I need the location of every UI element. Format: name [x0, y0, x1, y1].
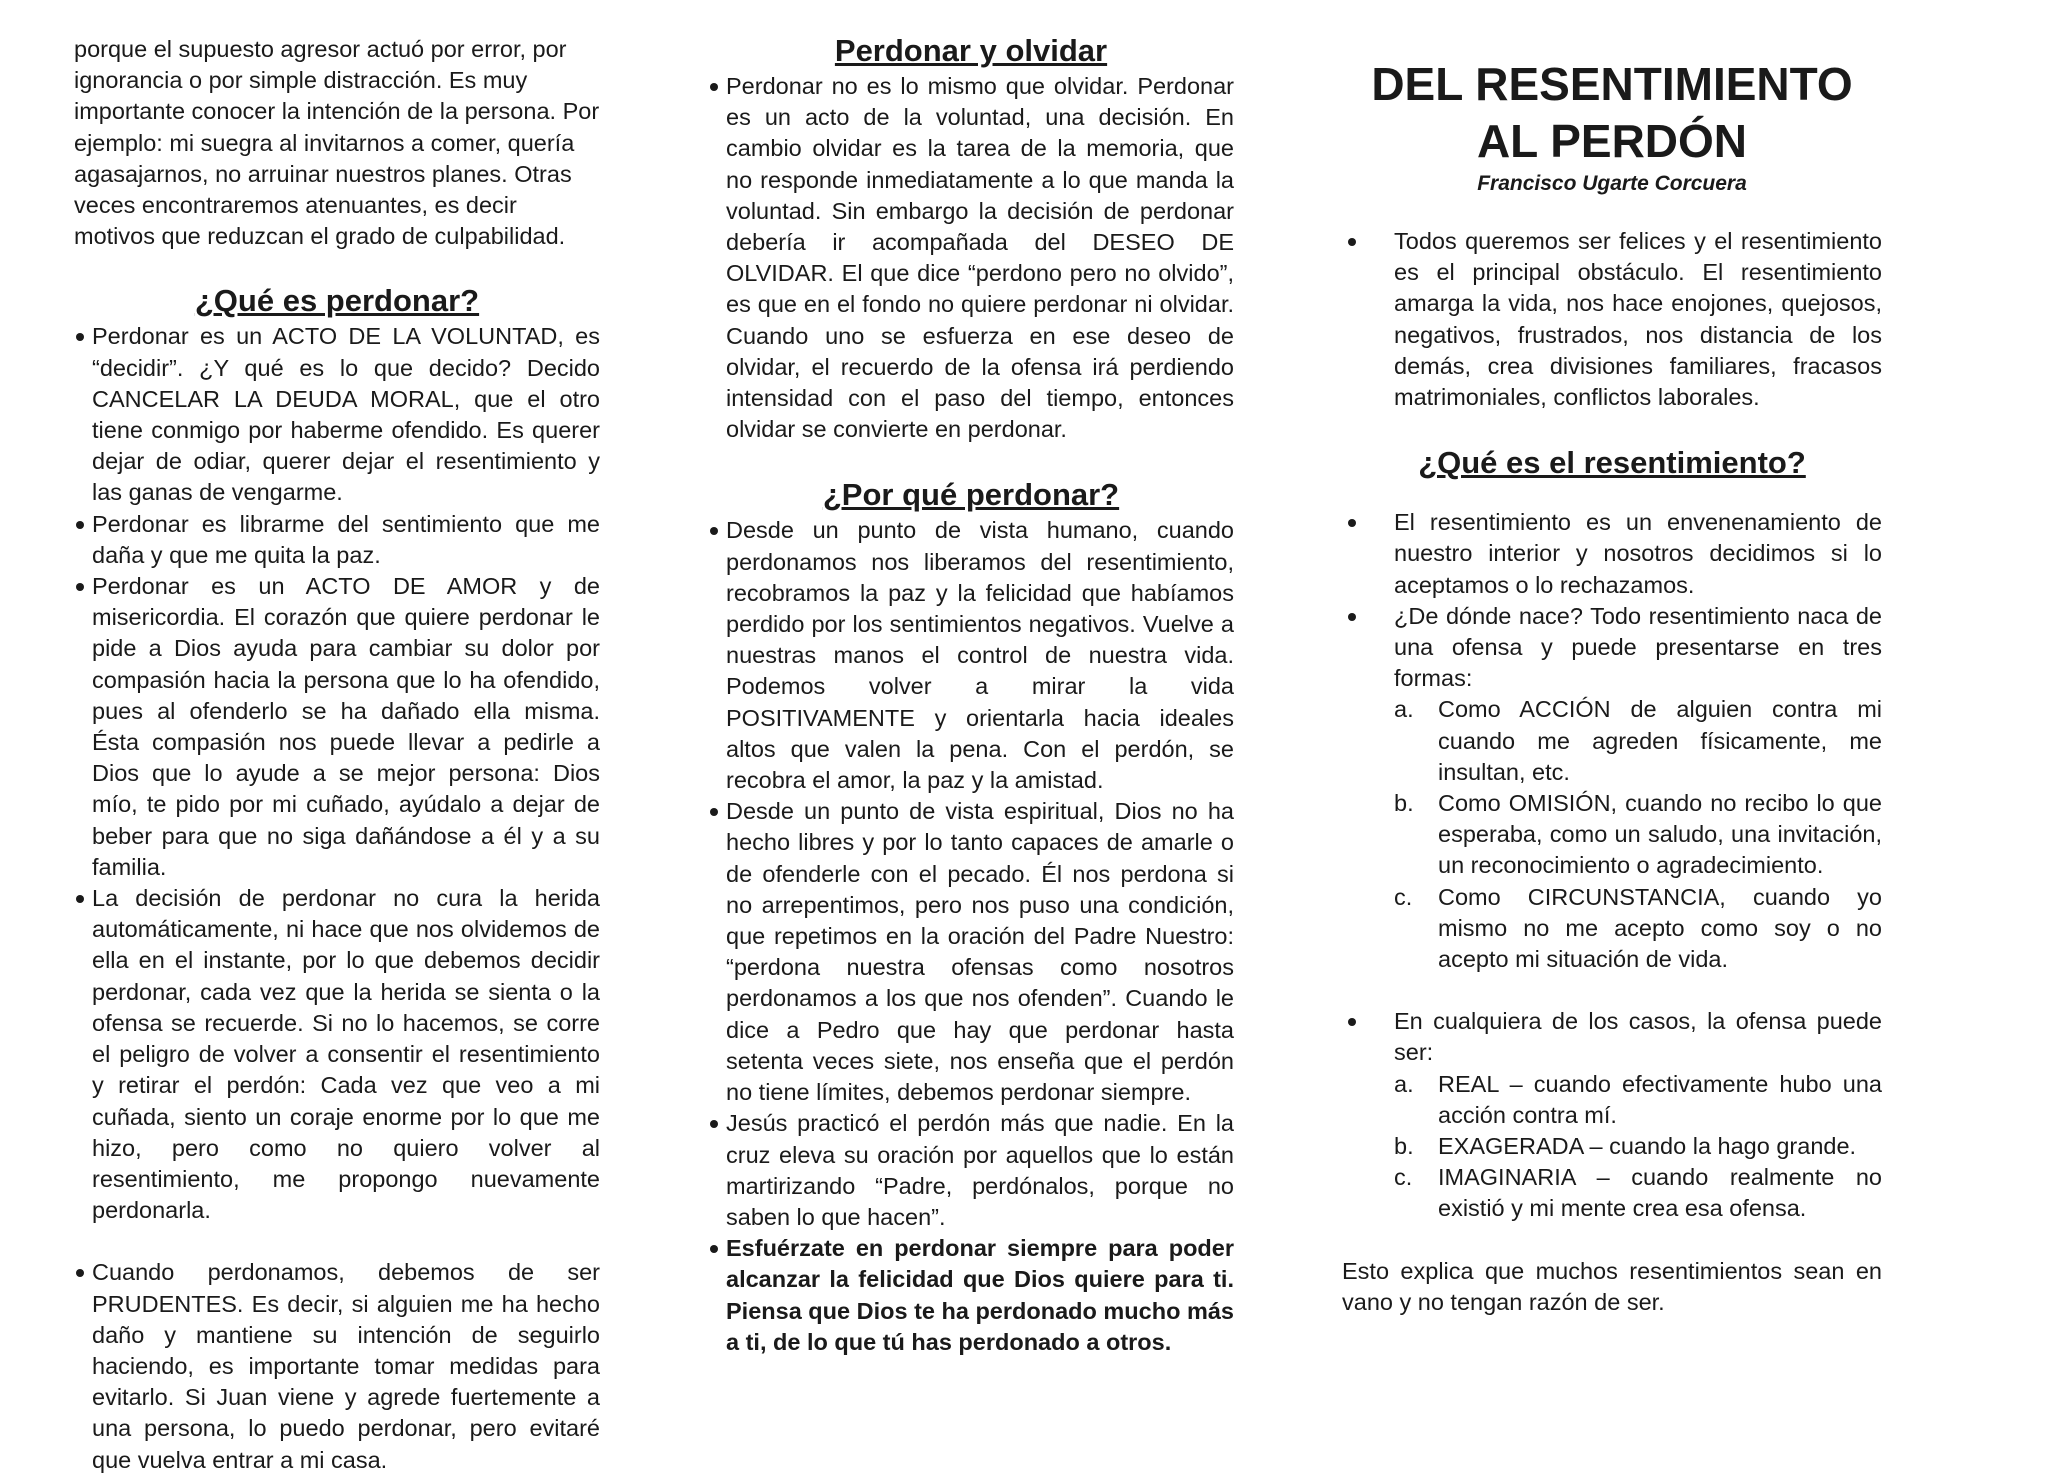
type-item [1394, 1162, 1882, 1224]
list-item: Desde un punto de vista espiritual, Dios no ha hecho libres y por lo tanto capaces de amarle o de ofenderle con el pecado. Él nos perdona si no arrepentimos, pero nos puso una condición, que repetimos en la oración del Padre Nuestro: “perdona nuestra ofensas como nosotros perdonamos a los que nos ofenden”. Cuando le dice a Pedro que hay que perdonar hasta setenta veces siete, nos enseña que el perdón no tiene límites, debemos perdonar siempre. [708, 796, 1234, 1108]
list-item: Perdonar es un ACTO DE AMOR y de misericordia. El corazón que quiere perdonar le pide a Dios ayuda para cambiar su dolor por compasión hacia la persona que lo ha ofendido, pues al ofenderlo se ha dañado ella misma. Ésta compasión nos puede llevar a pedirle a Dios que lo ayude a se mejor persona: Dios mío, te pido por mi cuñado, ayúdalo a dejar de beber para que no siga dañándose a él y a su familia. [74, 571, 600, 883]
list-item-text: ¿De dónde nace? Todo resentimiento naca de una ofensa y puede presentarse en tres formas: [1394, 602, 1882, 692]
form-marker: c. [1394, 883, 1413, 910]
heading-por-que-perdonar: ¿Por qué perdonar? [822, 477, 1120, 513]
intro-list [1342, 226, 1882, 413]
type-marker: a. [1394, 1070, 1414, 1097]
list-item: Perdonar no es lo mismo que olvidar. Perdonar es un acto de la voluntad, una decisión. En cambio olvidar es la tarea de la memoria, que no responde inmediatamente a lo que manda la voluntad. Sin embargo la decisión de perdonar debería ir acompañada del DESEO DE OLVIDAR. El que dice “perdono pero no olvido”, es que en el fondo no quiere perdonar ni olvidar. Cuando uno se esfuerza en ese deseo de olvidar, el recuerdo de la ofensa irá perdiendo intensidad con el paso del tiempo, entonces olvidar se convierte en perdonar. [708, 71, 1234, 445]
form-item [1394, 882, 1882, 976]
form-text: Como OMISIÓN, cuando no recibo lo que esperaba, como un saludo, una invitación, un reconocimiento o agradecimiento. [1438, 790, 1882, 879]
heading-que-es-resentimiento: ¿Qué es el resentimiento? [1418, 445, 1806, 481]
list-item [1342, 1006, 1882, 1224]
type-item [1394, 1069, 1882, 1131]
perdonar-list [74, 321, 600, 1475]
title-line-2: AL PERDÓN [1476, 115, 1748, 167]
type-marker: c. [1394, 1164, 1413, 1191]
resentimiento-list [1342, 507, 1882, 1224]
intro-paragraph: porque el supuesto agresor actuó por error, por ignorancia o por simple distracción. Es muy importante conocer la intención de la persona. Por ejemplo: mi suegra al invitarnos a comer, quería agasajarnos, no arruinar nuestros planes. Otras veces encontraremos atenuantes, es decir motivos que reduzcan el grado de culpabilidad. [74, 36, 600, 250]
olvidar-list [708, 71, 1234, 445]
list-item: Todos queremos ser felices y el resentimiento es el principal obstáculo. El resentimiento amarga la vida, nos hace enojones, quejosos, negativos, frustrados, nos distancia de los demás, crea divisiones familiares, fracasos matrimoniales, conflictos laborales. [1342, 226, 1882, 413]
por-que-list [708, 515, 1234, 1357]
types-list [1394, 1069, 1882, 1225]
heading-perdonar-y-olvidar: Perdonar y olvidar [834, 33, 1108, 68]
forms-list [1394, 694, 1882, 975]
closing-paragraph: Esto explica que muchos resentimientos sean en vano y no tengan razón de ser. [1342, 1257, 1882, 1315]
list-item: Desde un punto de vista humano, cuando perdonamos nos liberamos del resentimiento, recobramos la paz y la felicidad que habíamos perdido por los sentimientos negativos. Vuelve a nuestras manos el control de nuestra vida. Podemos volver a mirar la vida POSITIVAMENTE y orientarla hacia ideales altos que valen la pena. Con el perdón, se recobra el amor, la paz y la amistad. [708, 515, 1234, 796]
form-text: Como CIRCUNSTANCIA, cuando yo mismo no me acepto como soy o no acepto mi situación de vida. [1438, 883, 1882, 973]
list-item: Perdonar es librarme del sentimiento que me daña y que me quita la paz. [74, 509, 600, 571]
form-item [1394, 788, 1882, 882]
type-item [1394, 1131, 1882, 1162]
type-text: REAL – cuando efectivamente hubo una acción contra mí. [1438, 1070, 1882, 1128]
title-line-1: DEL RESENTIMIENTO [1371, 58, 1853, 110]
list-item: Jesús practicó el perdón más que nadie. En la cruz eleva su oración por aquellos que lo están martirizando “Padre, perdónalos, porque no saben lo que hacen”. [708, 1108, 1234, 1233]
form-text: Como ACCIÓN de alguien contra mi cuando me agreden físicamente, me insultan, etc. [1438, 696, 1882, 785]
column-right [1342, 34, 1882, 1318]
form-marker: a. [1394, 696, 1414, 723]
list-item: Cuando perdonamos, debemos de ser PRUDENTES. Es decir, si alguien me ha hecho daño y mantiene su intención de seguirlo haciendo, es importante tomar medidas para evitarlo. Si Juan viene y agrede fuertemente a una persona, lo puedo perdonar, pero evitaré que vuelva entrar a mi casa. [74, 1257, 600, 1475]
column-middle [708, 34, 1234, 1358]
heading-que-es-perdonar: ¿Qué es perdonar? [194, 283, 480, 319]
list-item-closing: Esfuérzate en perdonar siempre para poder alcanzar la felicidad que Dios quiere para ti. Piensa que Dios te ha perdonado mucho más a ti, de lo que tú has perdonado a otros. [708, 1233, 1234, 1358]
list-item: El resentimiento es un envenenamiento de nuestro interior y nosotros decidimos si lo aceptamos o lo rechazamos. [1342, 507, 1882, 601]
list-item [1342, 601, 1882, 975]
type-text: EXAGERADA – cuando la hago grande. [1438, 1133, 1857, 1160]
document-title [1342, 56, 1882, 170]
form-item [1394, 694, 1882, 788]
author: Francisco Ugarte Corcuera [1477, 172, 1747, 195]
list-item-text: En cualquiera de los casos, la ofensa puede ser: [1394, 1008, 1882, 1066]
list-item: La decisión de perdonar no cura la herida automáticamente, ni hace que nos olvidemos de ella en el instante, por lo que debemos decidir perdonar, cada vez que la herida se sienta o la ofensa se recuerde. Si no lo hacemos, se corre el peligro de volver a consentir el resentimiento y retirar el perdón: Cada vez que veo a mi cuñada, siento un coraje enorme por lo que me hizo, pero como no quiero volver al resentimiento, me propongo nuevamente perdonarla. [74, 883, 600, 1226]
list-item: Perdonar es un ACTO DE LA VOLUNTAD, es “decidir”. ¿Y qué es lo que decido? Decido CANCELAR LA DEUDA MORAL, que el otro tiene conmigo por haberme ofendido. Es querer dejar de odiar, querer dejar el resentimiento y las ganas de vengarme. [74, 321, 600, 508]
form-marker: b. [1394, 790, 1414, 817]
type-marker: b. [1394, 1133, 1414, 1160]
column-left [74, 34, 600, 1476]
type-text: IMAGINARIA – cuando realmente no existió y mi mente crea esa ofensa. [1438, 1164, 1882, 1222]
